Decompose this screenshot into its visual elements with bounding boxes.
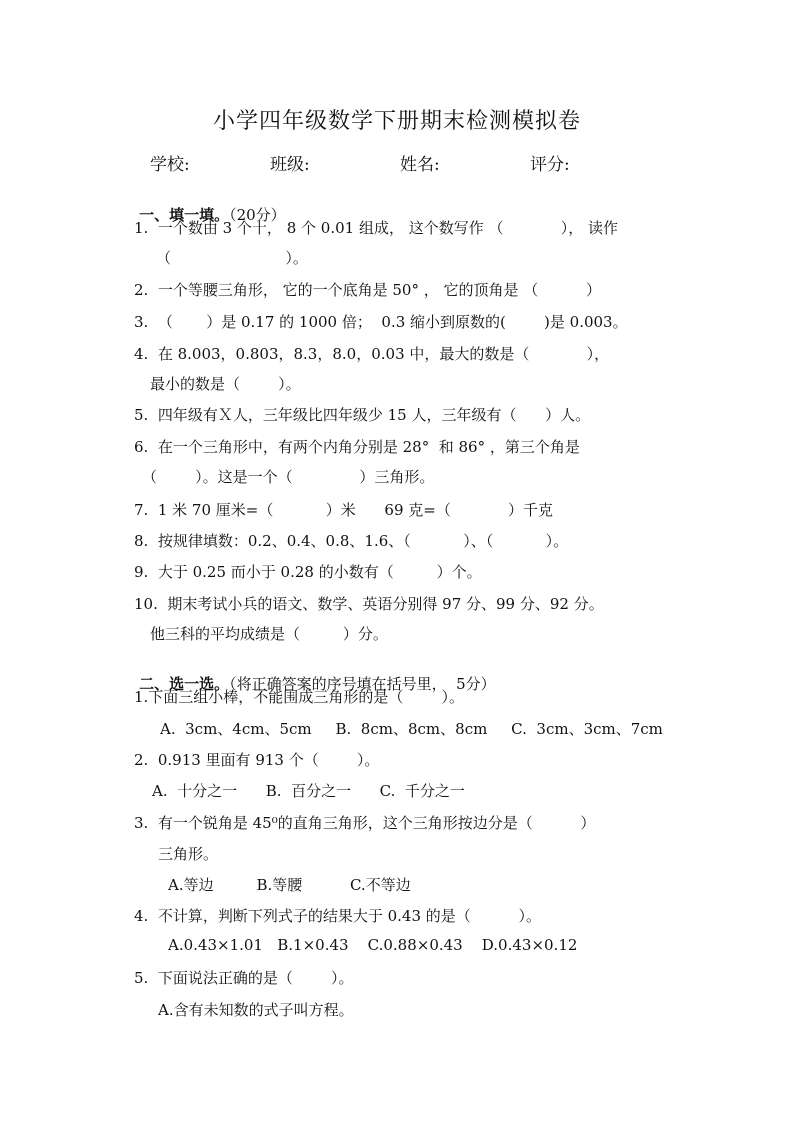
section1-title: 一、填一填。 [139,206,230,224]
section2-title: 二、选一选。 [139,675,230,693]
option-line: A.含有未知数的式子叫方程。 [158,1001,354,1019]
question-line: 2. 0.913 里面有 913 个（ ）。 [134,751,380,769]
question-line: 最小的数是（ ）。 [150,375,301,393]
question-line: 1. 一个数由 3 个十， 8 个 0.01 组成， 这个数写作 （ ）， 读作 [134,219,618,237]
question-line: 5. 下面说法正确的是（ ）。 [134,969,354,987]
question-line: 5. 四年级有Ｘ人，三年级比四年级少 15 人，三年级有（ ）人。 [134,406,591,424]
question-line: 6. 在一个三角形中，有两个内角分别是 28° 和 86° ，第三个角是 [134,438,580,456]
option-line: A.0.43×1.01 B.1×0.43 C.0.88×0.43 D.0.43×0.12 [168,936,578,954]
question-line: 7. 1 米 70 厘米=（ ）米 69 克=（ ）千克 [134,501,554,519]
question-line: 8. 按规律填数：0.2、0.4、0.8、1.6、（ ）、（ ）。 [134,532,569,550]
question-line: 3. （ ）是 0.17 的 1000 倍； 0.3 缩小到原数的( )是 0.003。 [134,313,628,331]
question-line: 他三科的平均成绩是（ ）分。 [150,625,388,643]
question-line: 1.下面三组小棒，不能围成三角形的是（ ）。 [134,688,464,706]
score-label: 评分: [530,155,570,175]
question-line: 9. 大于 0.25 而小于 0.28 的小数有（ ）个。 [134,563,482,581]
question-line: （ ）。这是一个（ ）三角形。 [142,468,435,486]
section2-note: （将正确答案的序号填在括号里， 5分） [229,675,496,693]
page-title: 小学四年级数学下册期末检测模拟卷 [212,109,581,134]
question-line: 3. 有一个锐角是 45⁰的直角三角形，这个三角形按边分是（ ） [134,814,596,832]
question-line: 4. 不计算，判断下列式子的结果大于 0.43 的是（ ）。 [134,907,541,925]
question-line: （ ）。 [156,249,308,267]
question-line: 4. 在 8.003，0.803，8.3，8.0，0.03 中，最大的数是（ ）， [134,345,610,363]
class-label: 班级: [270,155,310,175]
question-line: 2. 一个等腰三角形， 它的一个底角是 50° ， 它的顶角是 （ ） [134,281,601,299]
option-line: A.等边 B.等腰 C.不等边 [168,876,411,894]
school-label: 学校: [150,155,190,175]
question-line: 10. 期末考试小兵的语文、数学、英语分别得 97 分、99 分、92 分。 [134,595,604,613]
question-line: 三角形。 [158,845,219,863]
section1-note: （20分） [229,206,286,224]
option-line: A. 十分之一 B. 百分之一 C. 千分之一 [152,782,465,800]
option-line: A. 3cm、4cm、5cm B. 8cm、8cm、8cm C. 3cm、3cm、7cm [160,720,663,738]
name-label: 姓名: [400,155,440,175]
